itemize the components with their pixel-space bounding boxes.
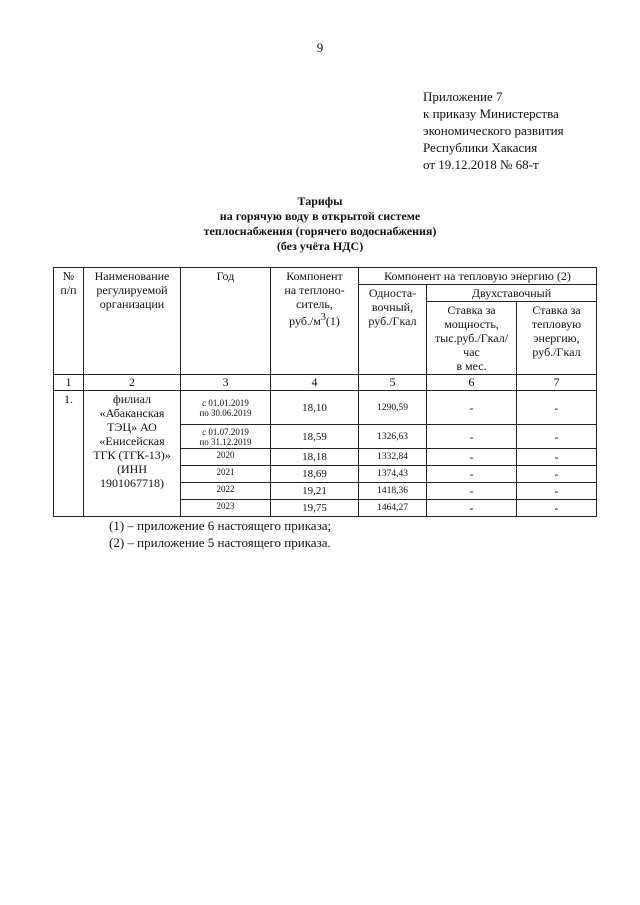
row-number: 1. bbox=[54, 391, 84, 517]
header-capacity-rate: Ставка за мощность, тыс.руб./Гкал/ час в мес. bbox=[427, 302, 517, 375]
carrier-value: 18,18 bbox=[271, 449, 359, 466]
energy-rate-value: - bbox=[517, 500, 597, 517]
capacity-rate-value: - bbox=[427, 483, 517, 500]
carrier-value: 19,75 bbox=[271, 500, 359, 517]
period-cell: 2020 bbox=[181, 449, 271, 466]
single-rate-value: 1374,43 bbox=[359, 466, 427, 483]
footnotes bbox=[109, 517, 331, 551]
carrier-value: 19,21 bbox=[271, 483, 359, 500]
column-number: 1 bbox=[54, 375, 84, 391]
carrier-value: 18,10 bbox=[271, 391, 359, 425]
energy-rate-value: - bbox=[517, 391, 597, 425]
column-number: 2 bbox=[84, 375, 181, 391]
appendix-line: к приказу Министерства bbox=[423, 106, 559, 121]
single-rate-value: 1418,36 bbox=[359, 483, 427, 500]
footnote: (1) – приложение 6 настоящего приказа; bbox=[109, 518, 332, 533]
header-num: № п/п bbox=[54, 268, 84, 375]
appendix-line: от 19.12.2018 № 68-т bbox=[423, 157, 539, 172]
appendix-line: экономического развития bbox=[423, 123, 564, 138]
column-number: 4 bbox=[271, 375, 359, 391]
header-single-rate: Односта- вочный, руб./Гкал bbox=[359, 285, 427, 375]
table-row bbox=[54, 391, 597, 425]
tariff-table bbox=[53, 267, 597, 517]
header-year: Год bbox=[181, 268, 271, 375]
period-cell: 2021 bbox=[181, 466, 271, 483]
title-line: на горячую воду в открытой системе bbox=[219, 209, 421, 223]
capacity-rate-value: - bbox=[427, 449, 517, 466]
appendix-line: Республики Хакасия bbox=[423, 140, 538, 155]
page-number: 9 bbox=[316, 40, 324, 55]
single-rate-value: 1326,63 bbox=[359, 425, 427, 449]
single-rate-value: 1464,27 bbox=[359, 500, 427, 517]
capacity-rate-value: - bbox=[427, 425, 517, 449]
footnote: (2) – приложение 5 настоящего приказа. bbox=[109, 535, 331, 550]
title-line: теплоснабжения (горячего водоснабжения) bbox=[203, 224, 437, 238]
title-line: Тарифы bbox=[297, 194, 343, 208]
capacity-rate-value: - bbox=[427, 466, 517, 483]
column-number: 6 bbox=[427, 375, 517, 391]
capacity-rate-value: - bbox=[427, 500, 517, 517]
header-carrier-component: Компонент на теплоно- ситель, $руб./м^3(1)$ bbox=[271, 268, 359, 375]
header-thermal-component: Компонент на тепловую энергию (2) bbox=[359, 268, 597, 285]
carrier-value: 18,59 bbox=[271, 425, 359, 449]
energy-rate-value: - bbox=[517, 466, 597, 483]
single-rate-value: 1290,59 bbox=[359, 391, 427, 425]
period-cell: с 01.01.2019 по 30.06.2019 bbox=[181, 391, 271, 425]
title-line: (без учёта НДС) bbox=[276, 239, 364, 253]
header-organization: Наименование регулируемой организации bbox=[84, 268, 181, 375]
appendix-line: Приложение 7 bbox=[423, 89, 503, 104]
header-two-rate: Двухставочный bbox=[427, 285, 597, 302]
header-row bbox=[54, 268, 597, 285]
capacity-rate-value: - bbox=[427, 391, 517, 425]
single-rate-value: 1332,84 bbox=[359, 449, 427, 466]
column-number: 5 bbox=[359, 375, 427, 391]
energy-rate-value: - bbox=[517, 449, 597, 466]
period-cell: 2022 bbox=[181, 483, 271, 500]
document-title bbox=[0, 194, 640, 254]
energy-rate-value: - bbox=[517, 483, 597, 500]
carrier-value: 18,69 bbox=[271, 466, 359, 483]
period-cell: с 01.07.2019 по 31.12.2019 bbox=[181, 425, 271, 449]
organization-name: филиал «Абаканская ТЭЦ» АО «Енисейская ТГК (ТГК-13)» (ИНН 1901067718) bbox=[84, 391, 181, 517]
period-cell: 2023 bbox=[181, 500, 271, 517]
appendix-reference bbox=[423, 88, 564, 173]
energy-rate-value: - bbox=[517, 425, 597, 449]
column-number: 3 bbox=[181, 375, 271, 391]
column-number-row bbox=[54, 375, 597, 391]
column-number: 7 bbox=[517, 375, 597, 391]
header-energy-rate: Ставка за тепловую энергию, руб./Гкал bbox=[517, 302, 597, 375]
